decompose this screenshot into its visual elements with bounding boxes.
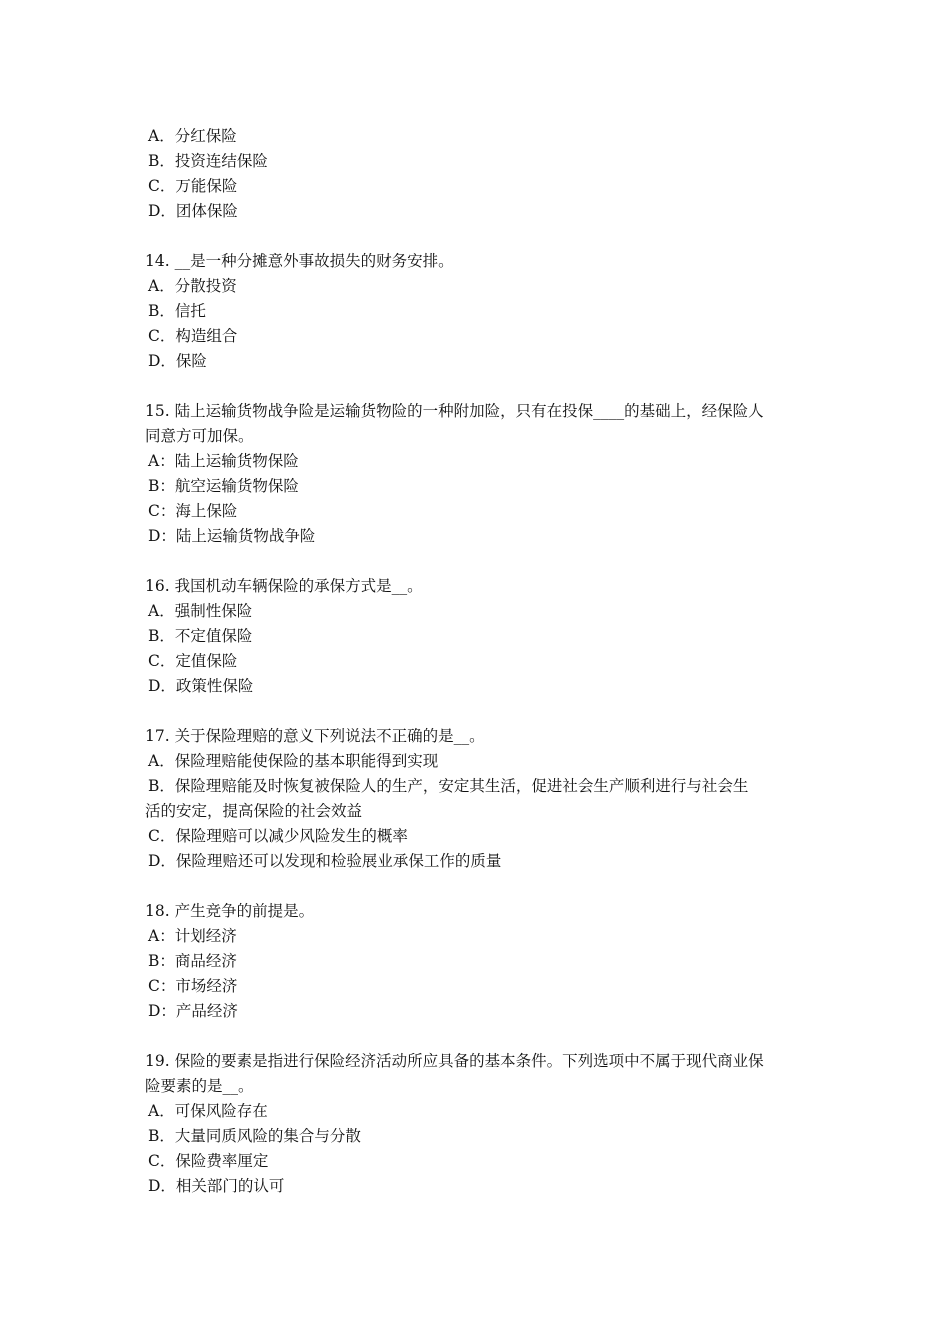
option-a: A：计划经济: [148, 927, 237, 945]
option-c: C：市场经济: [148, 977, 238, 995]
option-d: D：产品经济: [148, 1002, 238, 1020]
option-b: B．信托: [148, 302, 206, 320]
option-d: D．保险: [148, 352, 207, 370]
option-c: C．保险理赔可以减少风险发生的概率: [148, 827, 408, 845]
option-b-continued: 活的安定，提高保险的社会效益: [145, 802, 363, 820]
question-17: [145, 724, 813, 874]
question-stem: 17. 关于保险理赔的意义下列说法不正确的是__。: [145, 727, 485, 745]
option-a: A．保险理赔能使保险的基本职能得到实现: [148, 752, 439, 770]
question-14: [145, 249, 813, 374]
option-d: D．相关部门的认可: [148, 1177, 285, 1195]
question-19: [145, 1049, 813, 1199]
option-c: C．保险费率厘定: [148, 1152, 269, 1170]
option-d: D．政策性保险: [148, 677, 254, 695]
option-a: A．可保风险存在: [148, 1102, 268, 1120]
question-stem: 14. __是一种分摊意外事故损失的财务安排。: [145, 252, 454, 270]
option-b: B．保险理赔能及时恢复被保险人的生产，安定其生活，促进社会生产顺利进行与社会生: [148, 777, 749, 795]
option-a: A．强制性保险: [148, 602, 253, 620]
question-stem-continued: 险要素的是__。: [145, 1077, 254, 1095]
option-a: A．分红保险: [148, 127, 237, 145]
option-a: A．分散投资: [148, 277, 237, 295]
option-b: B：商品经济: [148, 952, 237, 970]
option-c: C．构造组合: [148, 327, 238, 345]
option-c: C．定值保险: [148, 652, 238, 670]
question-15: [145, 399, 813, 549]
option-b: B．投资连结保险: [148, 152, 268, 170]
question-16: [145, 574, 813, 699]
option-c: C．万能保险: [148, 177, 238, 195]
option-b: B．大量同质风险的集合与分散: [148, 1127, 361, 1145]
question-18: [145, 899, 813, 1024]
option-b: B．不定值保险: [148, 627, 253, 645]
option-d: D：陆上运输货物战争险: [148, 527, 316, 545]
question-stem: 16. 我国机动车辆保险的承保方式是__。: [145, 577, 423, 595]
question-stem: 15. 陆上运输货物战争险是运输货物险的一种附加险，只有在投保____的基础上，经保险人: [145, 402, 764, 420]
question-stem-continued: 同意方可加保。: [145, 427, 254, 445]
document-page: [145, 124, 813, 1224]
option-a: A：陆上运输货物保险: [148, 452, 299, 470]
option-d: D．团体保险: [148, 202, 238, 220]
question-stem: 19. 保险的要素是指进行保险经济活动所应具备的基本条件。下列选项中不属于现代商业保: [145, 1052, 764, 1070]
option-c: C：海上保险: [148, 502, 238, 520]
question-13-fragment: [145, 124, 813, 224]
option-d: D．保险理赔还可以发现和检验展业承保工作的质量: [148, 852, 502, 870]
option-b: B：航空运输货物保险: [148, 477, 299, 495]
question-stem: 18. 产生竞争的前提是。: [145, 902, 315, 920]
